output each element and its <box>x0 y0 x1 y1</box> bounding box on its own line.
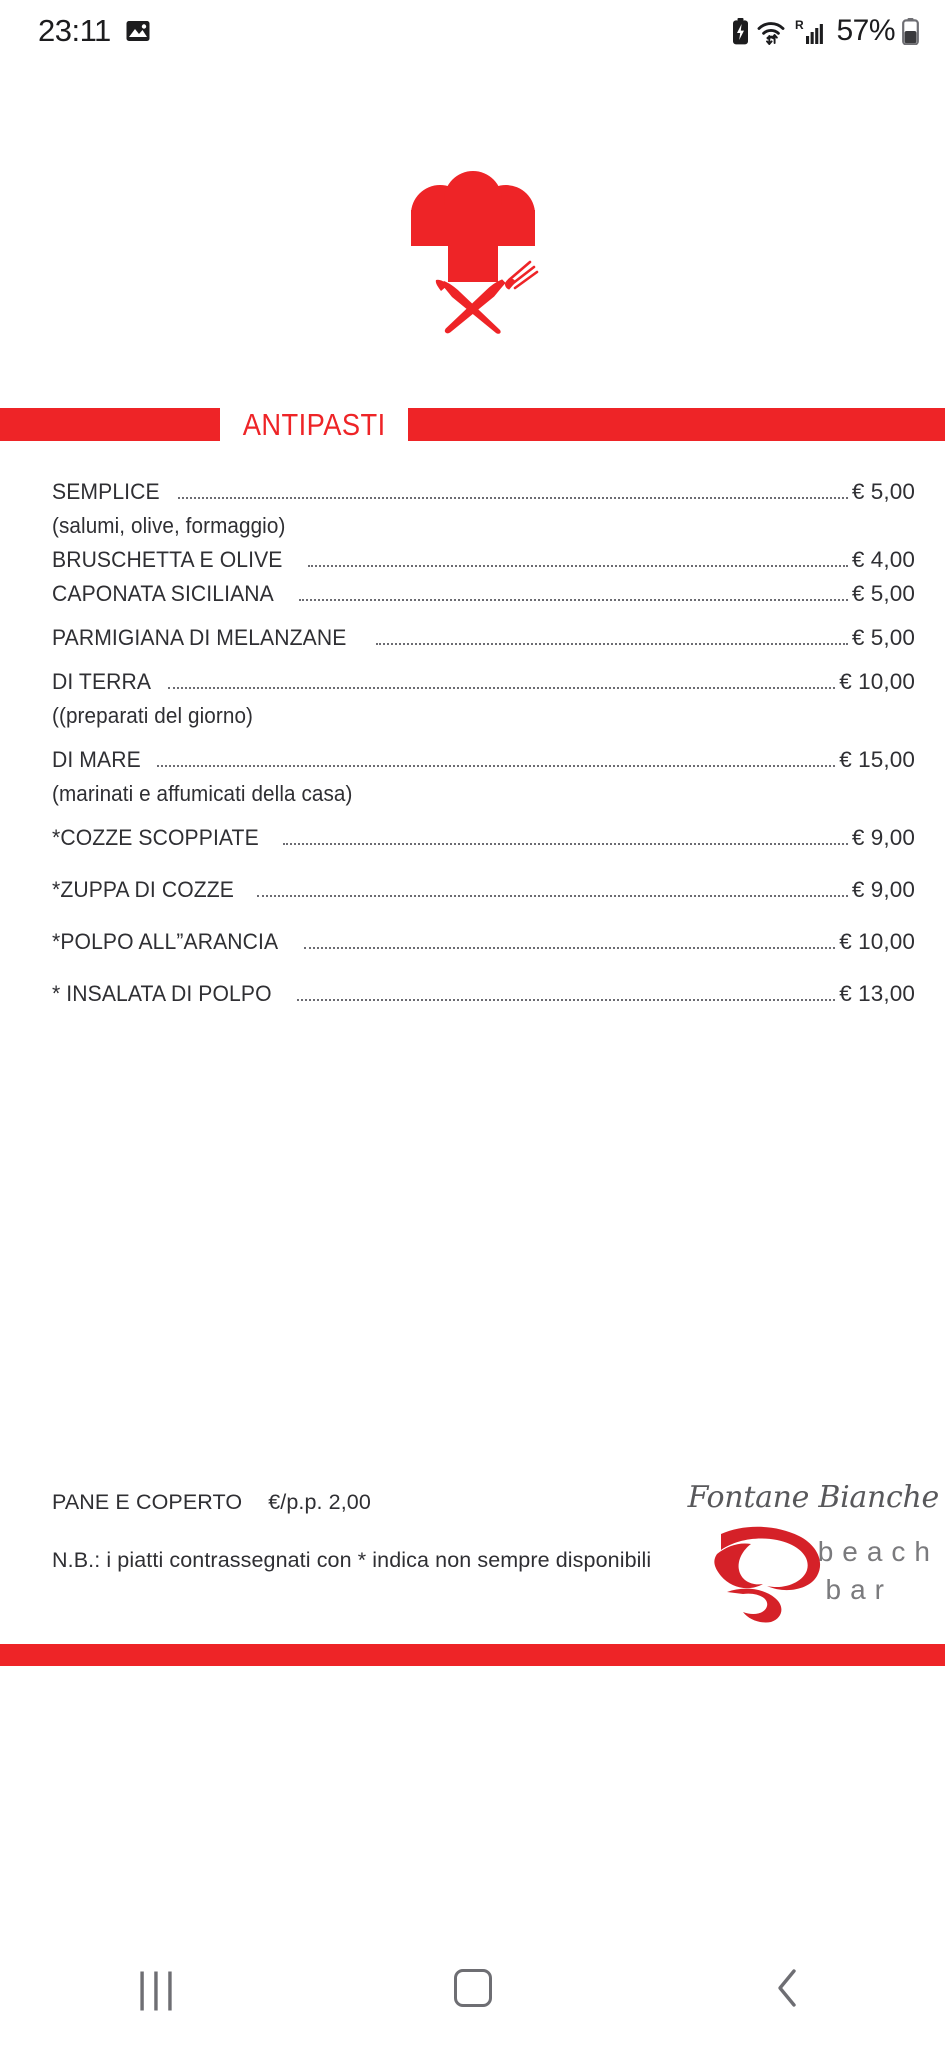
band-segment-right <box>408 408 945 441</box>
wave-flame-icon <box>713 1520 833 1625</box>
menu-list <box>0 441 945 1007</box>
brand-bar-label: bar <box>825 1574 893 1605</box>
image-icon <box>125 18 151 44</box>
leader-dots <box>257 895 848 897</box>
cover-charge-price: €/p.p. 2,00 <box>268 1490 371 1514</box>
band-segment-left <box>0 408 220 441</box>
menu-item-price: € 5,00 <box>851 625 915 650</box>
section-title: ANTIPASTI <box>242 407 386 442</box>
list-item <box>52 981 915 1007</box>
menu-item-price: € 4,00 <box>851 547 915 572</box>
availability-note: N.B.: i piatti contrassegnati con * indica non sempre disponibili <box>52 1548 652 1572</box>
menu-item-name: * INSALATA DI POLPO <box>52 981 272 1006</box>
battery-icon <box>902 18 919 45</box>
chef-hat-icon <box>378 152 568 342</box>
list-item <box>52 747 915 773</box>
list-item <box>52 625 915 651</box>
battery-percent: 57% <box>836 14 895 47</box>
svg-text:R: R <box>795 17 805 32</box>
android-nav-bar <box>0 1928 945 2048</box>
signal-bars-icon <box>795 18 825 45</box>
home-square-icon <box>454 1969 492 2007</box>
menu-item-price: € 5,00 <box>851 581 915 606</box>
status-bar <box>0 0 945 62</box>
cover-charge-label: PANE E COPERTO <box>52 1490 243 1514</box>
menu-item-price: € 13,00 <box>839 981 915 1006</box>
leader-dots <box>299 599 848 601</box>
menu-item-name: SEMPLICE <box>52 479 160 504</box>
leader-dots <box>168 687 835 689</box>
menu-item-price: € 5,00 <box>851 479 915 504</box>
menu-item-name: *COZZE SCOPPIATE <box>52 825 259 850</box>
menu-item-name: DI TERRA <box>52 669 152 694</box>
brand-name: Fontane Bianche <box>687 1480 939 1515</box>
chevron-left-icon <box>773 1965 803 2011</box>
section-header-antipasti <box>0 408 945 441</box>
home-button[interactable] <box>413 1938 533 2038</box>
recents-icon: ||| <box>136 1964 179 2011</box>
menu-item-name: *ZUPPA DI COZZE <box>52 877 234 902</box>
menu-item-name: DI MARE <box>52 747 141 772</box>
menu-item-name: BRUSCHETTA E OLIVE <box>52 547 283 572</box>
leader-dots <box>308 565 848 567</box>
wifi-icon <box>756 18 788 45</box>
back-button[interactable] <box>728 1938 848 2038</box>
brand-logo <box>675 1480 945 1630</box>
list-item <box>52 929 915 955</box>
menu-item-description: ((preparati del giorno) <box>52 703 254 728</box>
menu-item-name: PARMIGIANA DI MELANZANE <box>52 625 347 650</box>
menu-item-description: (salumi, olive, formaggio) <box>52 513 286 538</box>
list-item <box>52 825 915 851</box>
restaurant-logo <box>0 62 945 392</box>
recents-button[interactable] <box>98 1938 218 2038</box>
menu-footer <box>0 1480 945 1605</box>
band-title-wrapper <box>220 408 408 441</box>
menu-item-description: (marinati e affumicati della casa) <box>52 781 353 806</box>
footer-accent-bar <box>0 1644 945 1666</box>
leader-dots <box>304 947 836 949</box>
brand-beach-label: beach <box>817 1536 939 1567</box>
leader-dots <box>178 497 848 499</box>
list-item <box>52 877 915 903</box>
menu-item-price: € 15,00 <box>839 747 915 772</box>
list-item <box>52 669 915 695</box>
menu-item-price: € 9,00 <box>851 825 915 850</box>
menu-item-price: € 9,00 <box>851 877 915 902</box>
menu-item-name: CAPONATA SICILIANA <box>52 581 274 606</box>
status-bar-right <box>732 14 919 48</box>
battery-saver-icon <box>732 18 749 45</box>
menu-item-price: € 10,00 <box>839 669 915 694</box>
list-item <box>52 547 915 573</box>
list-item <box>52 581 915 607</box>
leader-dots <box>157 765 835 767</box>
menu-item-price: € 10,00 <box>839 929 915 954</box>
status-bar-left <box>38 13 151 49</box>
leader-dots <box>283 843 848 845</box>
menu-item-name: *POLPO ALL”ARANCIA <box>52 929 279 954</box>
status-clock: 23:11 <box>38 13 111 48</box>
list-item <box>52 479 915 505</box>
leader-dots <box>297 999 836 1001</box>
leader-dots <box>376 643 848 645</box>
